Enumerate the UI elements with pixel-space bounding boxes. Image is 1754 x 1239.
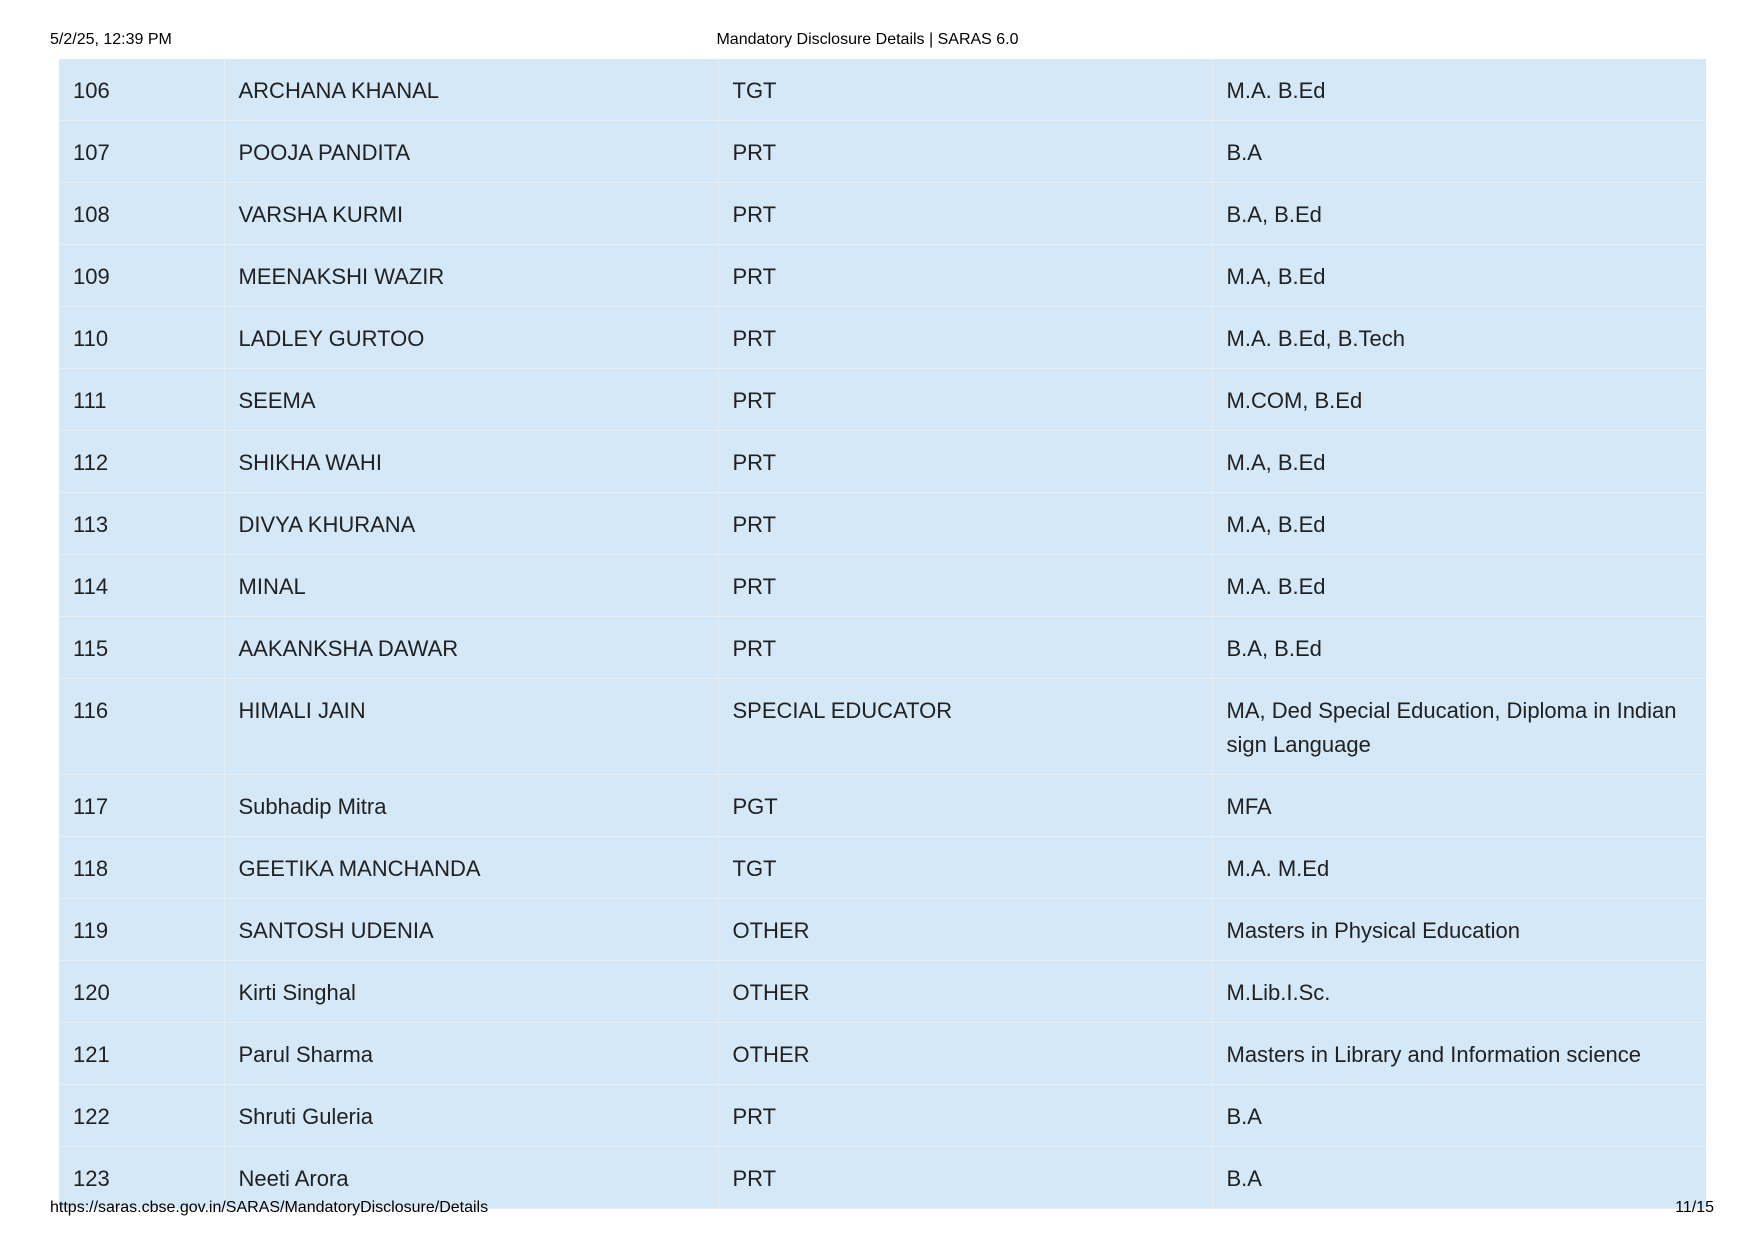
cell-staff-name: DIVYA KHURANA xyxy=(224,493,718,555)
table-row xyxy=(59,679,1706,775)
cell-designation: PRT xyxy=(718,183,1212,245)
cell-staff-name: LADLEY GURTOO xyxy=(224,307,718,369)
table-row xyxy=(59,1085,1706,1147)
cell-staff-name: VARSHA KURMI xyxy=(224,183,718,245)
print-datetime: 5/2/25, 12:39 PM xyxy=(50,31,172,48)
cell-qualification: M.A, B.Ed xyxy=(1212,245,1706,307)
cell-qualification: M.A. B.Ed xyxy=(1212,59,1706,121)
cell-qualification: B.A xyxy=(1212,121,1706,183)
cell-designation: TGT xyxy=(718,59,1212,121)
cell-serial-number: 108 xyxy=(59,183,224,245)
table-row xyxy=(59,431,1706,493)
cell-qualification: Masters in Library and Information science xyxy=(1212,1023,1706,1085)
cell-serial-number: 120 xyxy=(59,961,224,1023)
cell-designation: PRT xyxy=(718,431,1212,493)
table-row xyxy=(59,775,1706,837)
cell-qualification: B.A xyxy=(1212,1147,1706,1209)
cell-qualification: M.A. B.Ed, B.Tech xyxy=(1212,307,1706,369)
cell-designation: PGT xyxy=(718,775,1212,837)
cell-designation: PRT xyxy=(718,307,1212,369)
table-row xyxy=(59,369,1706,431)
print-page-number: 11/15 xyxy=(1675,1199,1714,1216)
cell-designation: OTHER xyxy=(718,961,1212,1023)
table-row xyxy=(59,307,1706,369)
cell-designation: SPECIAL EDUCATOR xyxy=(718,679,1212,775)
cell-designation: PRT xyxy=(718,555,1212,617)
cell-qualification: B.A xyxy=(1212,1085,1706,1147)
cell-serial-number: 109 xyxy=(59,245,224,307)
table-row xyxy=(59,837,1706,899)
cell-serial-number: 123 xyxy=(59,1147,224,1209)
cell-qualification: M.A, B.Ed xyxy=(1212,431,1706,493)
cell-staff-name: POOJA PANDITA xyxy=(224,121,718,183)
cell-designation: OTHER xyxy=(718,899,1212,961)
cell-staff-name: ARCHANA KHANAL xyxy=(224,59,718,121)
table-row xyxy=(59,961,1706,1023)
cell-serial-number: 122 xyxy=(59,1085,224,1147)
cell-designation: PRT xyxy=(718,369,1212,431)
cell-designation: OTHER xyxy=(718,1023,1212,1085)
staff-table xyxy=(59,59,1706,1209)
table-row xyxy=(59,1023,1706,1085)
cell-serial-number: 115 xyxy=(59,617,224,679)
cell-serial-number: 113 xyxy=(59,493,224,555)
table-row xyxy=(59,183,1706,245)
cell-qualification: B.A, B.Ed xyxy=(1212,183,1706,245)
cell-staff-name: Parul Sharma xyxy=(224,1023,718,1085)
cell-staff-name: AAKANKSHA DAWAR xyxy=(224,617,718,679)
print-page-title: Mandatory Disclosure Details | SARAS 6.0 xyxy=(716,31,1019,48)
cell-designation: TGT xyxy=(718,837,1212,899)
cell-designation: PRT xyxy=(718,1085,1212,1147)
table-row xyxy=(59,493,1706,555)
cell-staff-name: MINAL xyxy=(224,555,718,617)
cell-staff-name: Neeti Arora xyxy=(224,1147,718,1209)
cell-serial-number: 111 xyxy=(59,369,224,431)
cell-qualification: M.A, B.Ed xyxy=(1212,493,1706,555)
cell-qualification: M.A. B.Ed xyxy=(1212,555,1706,617)
staff-table-body xyxy=(59,59,1706,1209)
print-url: https://saras.cbse.gov.in/SARAS/MandatoryDisclosure/Details xyxy=(50,1199,489,1216)
cell-designation: PRT xyxy=(718,493,1212,555)
cell-serial-number: 117 xyxy=(59,775,224,837)
table-row xyxy=(59,245,1706,307)
cell-serial-number: 112 xyxy=(59,431,224,493)
table-row xyxy=(59,899,1706,961)
cell-qualification: B.A, B.Ed xyxy=(1212,617,1706,679)
cell-serial-number: 121 xyxy=(59,1023,224,1085)
table-row xyxy=(59,121,1706,183)
table-row xyxy=(59,617,1706,679)
table-row xyxy=(59,555,1706,617)
cell-serial-number: 106 xyxy=(59,59,224,121)
cell-staff-name: Subhadip Mitra xyxy=(224,775,718,837)
cell-qualification: M.COM, B.Ed xyxy=(1212,369,1706,431)
cell-staff-name: GEETIKA MANCHANDA xyxy=(224,837,718,899)
cell-designation: PRT xyxy=(718,245,1212,307)
cell-serial-number: 118 xyxy=(59,837,224,899)
cell-designation: PRT xyxy=(718,1147,1212,1209)
cell-serial-number: 107 xyxy=(59,121,224,183)
cell-serial-number: 110 xyxy=(59,307,224,369)
cell-staff-name: SANTOSH UDENIA xyxy=(224,899,718,961)
cell-serial-number: 114 xyxy=(59,555,224,617)
cell-qualification: MA, Ded Special Education, Diploma in Indian sign Language xyxy=(1212,679,1706,775)
cell-staff-name: SEEMA xyxy=(224,369,718,431)
cell-qualification: M.Lib.I.Sc. xyxy=(1212,961,1706,1023)
cell-staff-name: Kirti Singhal xyxy=(224,961,718,1023)
cell-qualification: M.A. M.Ed xyxy=(1212,837,1706,899)
table-row xyxy=(59,59,1706,121)
cell-serial-number: 116 xyxy=(59,679,224,775)
cell-qualification: MFA xyxy=(1212,775,1706,837)
cell-qualification: Masters in Physical Education xyxy=(1212,899,1706,961)
cell-designation: PRT xyxy=(718,121,1212,183)
cell-designation: PRT xyxy=(718,617,1212,679)
cell-staff-name: MEENAKSHI WAZIR xyxy=(224,245,718,307)
cell-staff-name: Shruti Guleria xyxy=(224,1085,718,1147)
cell-staff-name: SHIKHA WAHI xyxy=(224,431,718,493)
cell-serial-number: 119 xyxy=(59,899,224,961)
cell-staff-name: HIMALI JAIN xyxy=(224,679,718,775)
